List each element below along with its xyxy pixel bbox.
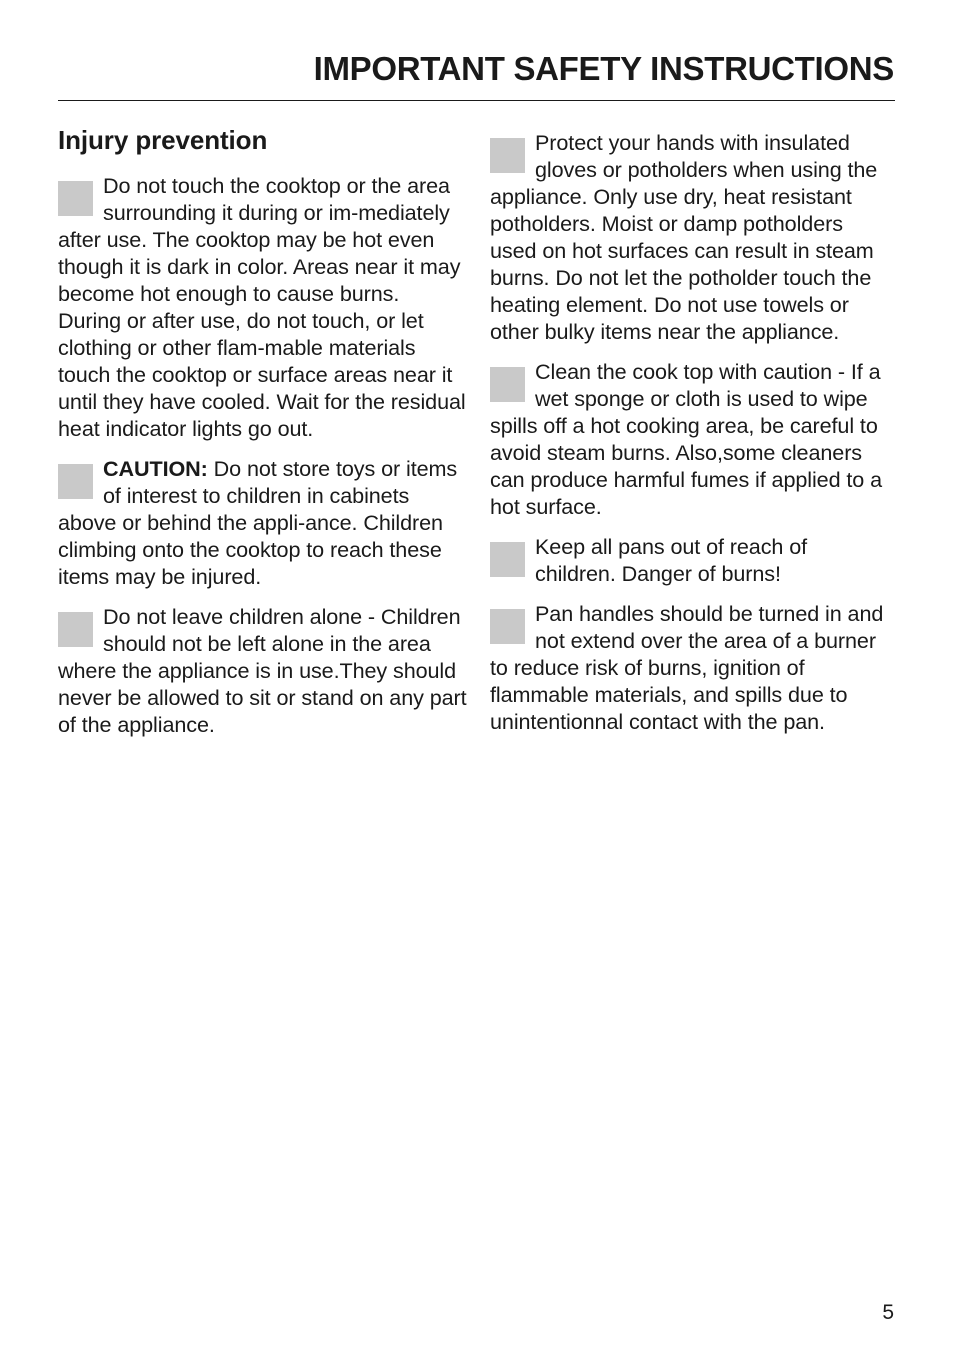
instruction-text: Pan handles should be turned in and not extend over the area of a burner to reduce risk of burns, ignition of flammable materials, and spills due to unintentionnal contact with the pan.: [490, 601, 884, 734]
bullet-square-icon: [490, 367, 525, 402]
bullet-square-icon: [58, 181, 93, 216]
instruction-text: Do not leave children alone - Children should not be left alone in the area where the appliance is in use.They should never be allowed to sit or stand on any part of the appliance.: [58, 604, 467, 737]
section-heading: Injury prevention: [58, 125, 268, 155]
instruction-paragraph: [58, 455, 468, 590]
caution-label: CAUTION:: [103, 456, 208, 481]
instruction-paragraph: [490, 129, 888, 345]
instruction-text: Keep all pans out of reach of children. Danger of burns!: [535, 534, 808, 586]
right-column: [490, 129, 888, 748]
instruction-text: Protect your hands with insulated gloves or potholders when using the appliance. Only use dry, heat resistant potholders. Moist or damp potholders used on hot surfaces can result in steam burns. Do not let the potholder touch the heating element. Do not use towels or other bulky items near the appliance.: [490, 130, 878, 344]
header-divider: [58, 100, 895, 101]
bullet-square-icon: [490, 609, 525, 644]
instruction-text: Do not store toys or items of interest to children in cabinets above or behind the appli-ance. Children climbing onto the cooktop to reach these items may be injured.: [58, 456, 458, 589]
instruction-paragraph: [58, 603, 468, 738]
instruction-paragraph: [58, 172, 468, 442]
bullet-square-icon: [490, 138, 525, 173]
left-column: [58, 124, 468, 751]
bullet-square-icon: [58, 612, 93, 647]
instruction-paragraph: [490, 533, 888, 587]
page-number: 5: [882, 1301, 894, 1324]
instruction-paragraph: [490, 600, 888, 735]
instruction-text: Clean the cook top with caution - If a wet sponge or cloth is used to wipe spills off a hot cooking area, be careful to avoid steam burns. Also,some cleaners can produce harmful fumes if applied to a hot surface.: [490, 359, 883, 519]
instruction-paragraph: [490, 358, 888, 520]
bullet-square-icon: [58, 464, 93, 499]
page-title: IMPORTANT SAFETY INSTRUCTIONS: [313, 50, 894, 87]
instruction-text: Do not touch the cooktop or the area surrounding it during or im-mediately after use. The cooktop may be hot even though it is dark in color. Areas near it may become hot enough to cause burns. During or after use, do not touch, or let clothing or other flam-mable materials touch the cooktop or surface areas near it until they have cooled. Wait for the residual heat indicator lights go out.: [58, 173, 466, 441]
bullet-square-icon: [490, 542, 525, 577]
